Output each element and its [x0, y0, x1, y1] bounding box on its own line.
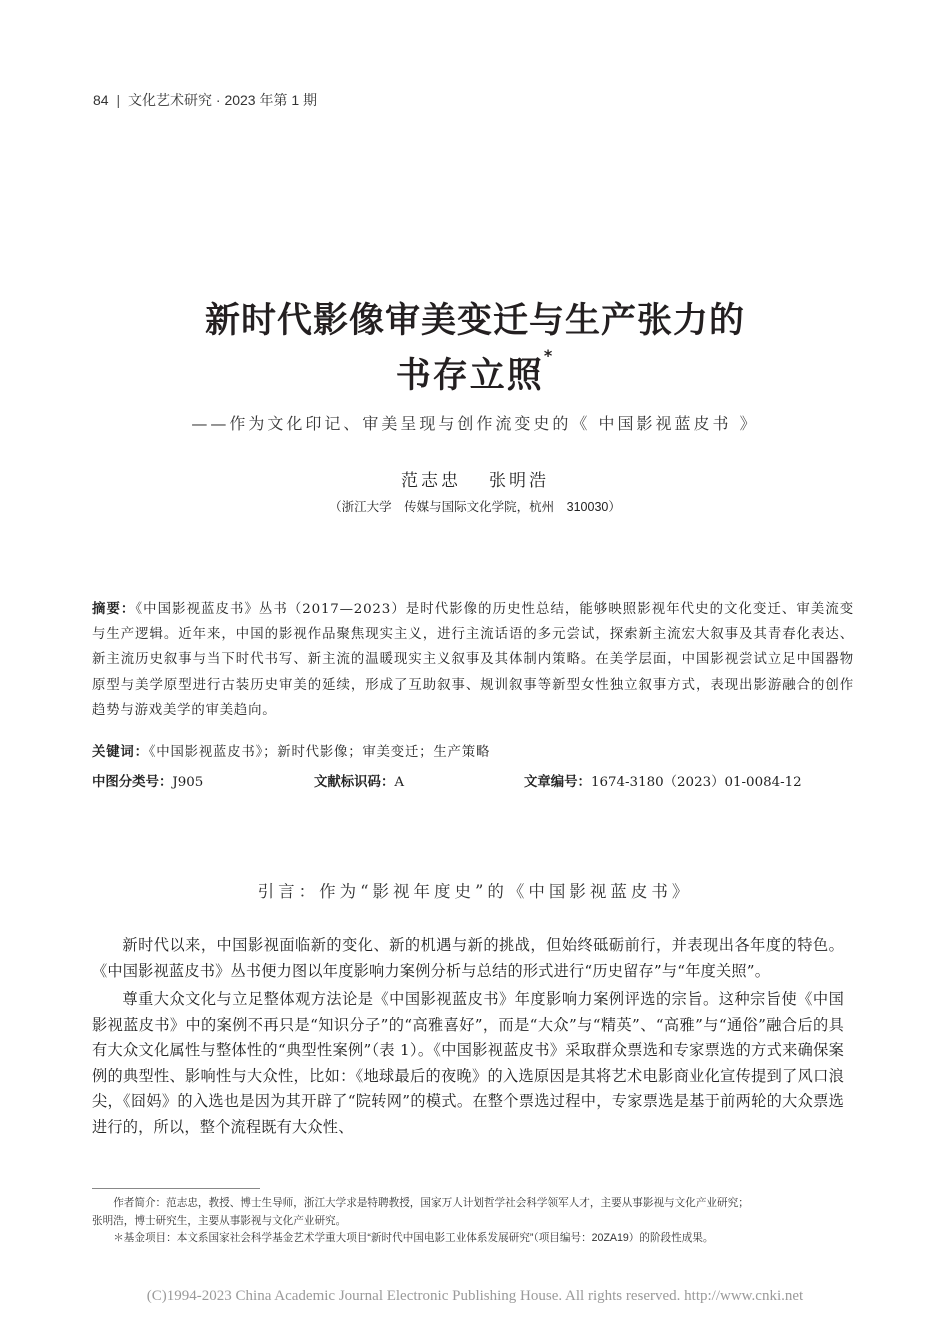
fund-footnote: ＊基金项目：本文系国家社会科学基金艺术学重大项目“新时代中国电影工业体系发展研究”（项目编号：20ZA19）的阶段性成果。: [113, 1232, 714, 1244]
clc-value: J905: [172, 775, 204, 790]
clc-number: [92, 771, 203, 790]
clc-label: 中图分类号：: [92, 774, 173, 789]
title-footnote-mark[interactable]: *: [543, 346, 555, 365]
journal-name: 文化艺术研究 · 2023 年第 1 期: [128, 92, 318, 108]
author-list: [0, 466, 950, 491]
abstract-label: 摘要：: [92, 601, 136, 616]
article-number: [524, 771, 802, 790]
body-text: [92, 933, 844, 1143]
classification-info: [92, 771, 854, 793]
abstract-text: 《中国影视蓝皮书》丛书（2017—2023）是时代影像的历史性总结，能够映照影视年代史的文化变迁、审美流变与生产逻辑。近年来，中国的影视作品聚焦现实主义，进行主流话语的多元尝试，探索新主流宏大叙事及其青春化表达、新主流历史叙事与当下时代书写、新主流的温暖现实主义叙事及其体制内策略。在美学层面，中国影视尝试立足中国器物原型与美学原型进行古装历史审美的延续，形成了互助叙事、规训叙事等新型女性独立叙事方式，表现出影游融合的创作趋势与游戏美学的审美趋向。: [92, 602, 854, 718]
keywords-text: 《中国影视蓝皮书》；新时代影像；审美变迁；生产策略: [148, 745, 491, 760]
body-paragraph: 尊重大众文化与立足整体观方法论是《中国影视蓝皮书》年度影响力案例评选的宗旨。这种宗旨使《中国影视蓝皮书》中的案例不再只是“知识分子”的“高雅喜好”，而是“大众”与“精英”、“高雅”与“通俗”融合后的具有大众文化属性与整体性的“典型性案例”（表 1）。《中国影视蓝皮书》采取群众票选和专家票选的方式来确保案例的典型性、影响性与大众性，比如：《地球最后的夜晚》的入选原因是其将艺术电影商业化宣传提到了风口浪尖，《囧妈》的入选也是因为其开辟了“院转网”的模式。在整个票选过程中，专家票选是基于前两轮的大众票选进行的，所以，整个流程既有大众性、: [92, 990, 844, 1136]
author-intro-footnote-continued: 张明浩，博士研究生，主要从事影视与文化产业研究。: [92, 1214, 347, 1227]
article-number-label: 文章编号：: [524, 774, 591, 789]
body-paragraph: 新时代以来，中国影视面临新的变化、新的机遇与新的挑战，但始终砥砺前行，并表现出各年度的特色。《中国影视蓝皮书》丛书便力图以年度影响力案例分析与总结的形式进行“历史留存”与“年度关照”。: [92, 936, 844, 980]
article-title-line-2: [0, 348, 950, 398]
keywords-label: 关键词：: [92, 744, 149, 759]
keywords: [92, 741, 854, 760]
article-title-line-2-text: 书存立照: [395, 356, 544, 396]
author-intro-footnote: 作者简介：范志忠，教授、博士生导师，浙江大学求是特聘教授，国家万人计划哲学社会科学领军人才，主要从事影视与文化产业研究；: [113, 1197, 749, 1209]
footnotes: [92, 1195, 852, 1248]
author-affiliation: （浙江大学 传媒与国际文化学院，杭州 310030）: [329, 500, 621, 514]
document-code-label: 文献标识码：: [314, 774, 395, 789]
abstract: [92, 596, 854, 723]
running-head: [93, 90, 317, 110]
document-code-value: A: [394, 775, 405, 790]
copyright-notice: (C)1994-2023 China Academic Journal Electronic Publishing House. All rights reserved. http://www.cnki.net: [146, 1288, 804, 1304]
footnote-divider: [92, 1188, 260, 1189]
section-heading: 引言：作为“影视年度史”的《中国影视蓝皮书》: [257, 882, 693, 901]
author-name[interactable]: 范志忠: [401, 471, 461, 491]
article-title-line-1: 新时代影像审美变迁与生产张力的: [204, 301, 745, 341]
article-number-value: 1674-3180（2023）01-0084-12: [590, 775, 802, 790]
page-number: 84: [93, 92, 109, 108]
running-head-separator: |: [116, 92, 121, 108]
author-name[interactable]: 张明浩: [489, 471, 549, 491]
document-code: [314, 771, 404, 790]
article-subtitle: ——作为文化印记、审美呈现与创作流变史的《 中国影视蓝皮书 》: [191, 414, 759, 433]
